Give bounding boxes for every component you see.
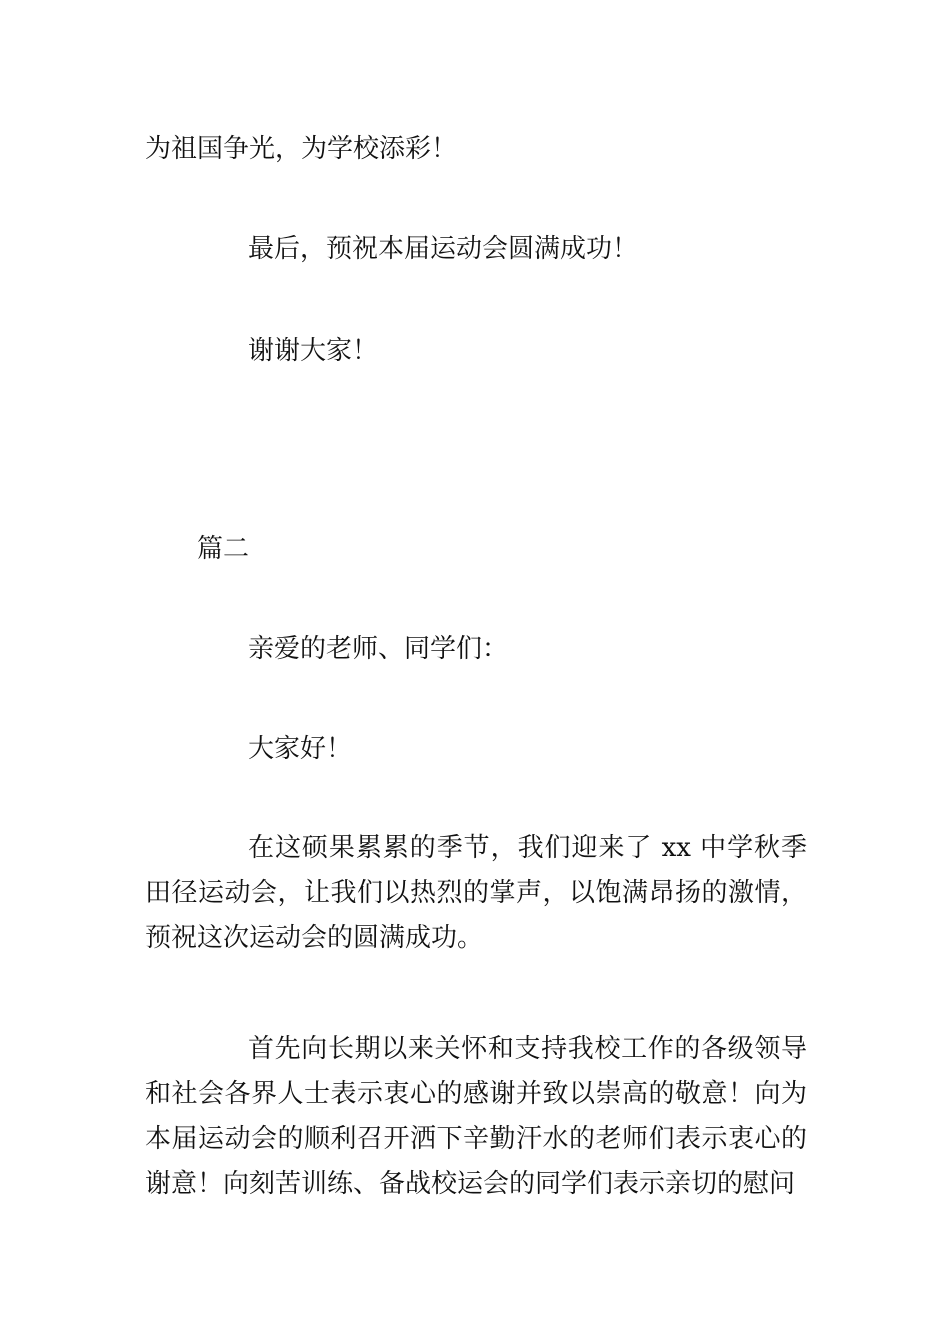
text-line-closing: 为祖国争光，为学校添彩！ xyxy=(145,134,458,164)
text-line-thanks: 谢谢大家！ xyxy=(248,336,379,366)
section-heading: 篇二 xyxy=(197,534,250,564)
paragraph-intro: 在这硕果累累的季节，我们迎来了 xx 中学秋季田径运动会，让我们以热烈的掌声，以饱满昂扬的激情，预祝这次运动会的圆满成功。 xyxy=(145,833,807,953)
greeting-line: 亲爱的老师、同学们： xyxy=(248,634,509,664)
paragraph-thanks: 首先向长期以来关怀和支持我校工作的各级领导和社会各界人士表示衷心的感谢并致以崇高的敬意！向为本届运动会的顺利召开洒下辛勤汗水的老师们表示衷心的谢意！向刻苦训练、备战校运会的同学们表示亲切的慰问 xyxy=(145,1034,807,1199)
hello-line: 大家好！ xyxy=(248,734,353,764)
text-line-wishes: 最后，预祝本届运动会圆满成功！ xyxy=(248,234,639,264)
